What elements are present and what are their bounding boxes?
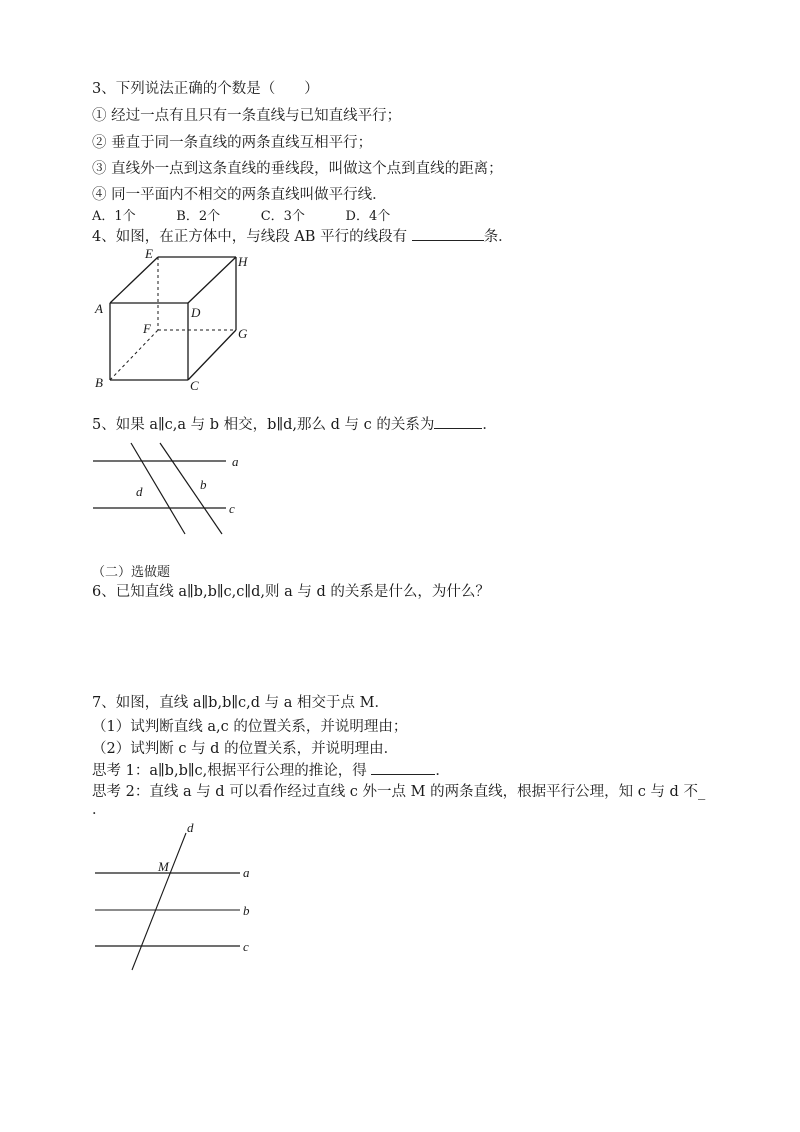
cube-label-f: F <box>143 321 151 336</box>
cube-label-h: H <box>238 254 248 269</box>
q7-sub-1: （1）试判断直线 a,c 的位置关系，并说明理由； <box>92 719 408 735</box>
q3-stem: 3、下列说法正确的个数是（ ） <box>92 81 319 97</box>
q3-option-c: C．3个 <box>260 209 305 224</box>
section-title: （二）选做题 <box>92 565 171 580</box>
q3-item-3: ③ 直线外一点到这条直线的垂线段，叫做这个点到直线的距离； <box>92 161 503 177</box>
q7-think-2: 思考 2：直线 a 与 d 可以看作经过直线 c 外一点 M 的两条直线，根据平行公理，知 c 与 d 不_ <box>92 784 706 800</box>
q7-label-m: M <box>158 859 169 874</box>
q5-label-d: d <box>136 484 143 499</box>
q5-label-b: b <box>200 477 207 492</box>
q6-stem: 6、已知直线 a∥b,b∥c,c∥d,则 a 与 d 的关系是什么，为什么？ <box>92 584 490 600</box>
q7-think-1-tail: ． <box>435 763 450 779</box>
q7-stem: 7、如图，直线 a∥b,b∥c,d 与 a 相交于点 M． <box>92 695 389 711</box>
cube-label-d: D <box>191 305 201 320</box>
q3-option-b: B．2个 <box>176 209 221 224</box>
q7-label-c: c <box>243 939 249 954</box>
cube-label-e: E <box>145 246 153 261</box>
q3-item-2: ② 垂直于同一条直线的两条直线互相平行； <box>92 135 373 151</box>
q5-label-a: a <box>232 454 239 469</box>
q5-stem-tail: ． <box>482 417 497 433</box>
q5-stem-text: 5、如果 a∥c,a 与 b 相交，b∥d,那么 d 与 c 的关系为 <box>92 417 435 433</box>
cube-label-c: C <box>190 378 199 393</box>
q4-stem-tail: 条． <box>483 229 513 245</box>
q7-think-1-text: 思考 1：a∥b,b∥c,根据平行公理的推论，得 <box>92 763 372 779</box>
q7-sub-2: （2）试判断 c 与 d 的位置关系，并说明理由． <box>92 741 399 757</box>
cube-label-a: A <box>95 301 103 316</box>
q7-line-d <box>132 833 186 970</box>
q3-item-4: ④ 同一平面内不相交的两条直线叫做平行线． <box>92 187 387 203</box>
q7-think-2-cont: ． <box>92 802 107 818</box>
q5-label-c: c <box>229 501 235 516</box>
q3-option-a: A．1个 <box>92 209 136 224</box>
cube-label-b: B <box>95 375 103 390</box>
q3-option-d: D．4个 <box>345 209 391 224</box>
q4-stem-text: 4、如图，在正方体中，与线段 AB 平行的线段有 <box>92 229 412 245</box>
q3-item-1: ① 经过一点有且只有一条直线与已知直线平行； <box>92 108 402 124</box>
q7-label-b: b <box>243 903 250 918</box>
q7-label-a: a <box>243 865 250 880</box>
cube-label-g: G <box>238 326 248 341</box>
q7-label-d: d <box>187 820 194 835</box>
